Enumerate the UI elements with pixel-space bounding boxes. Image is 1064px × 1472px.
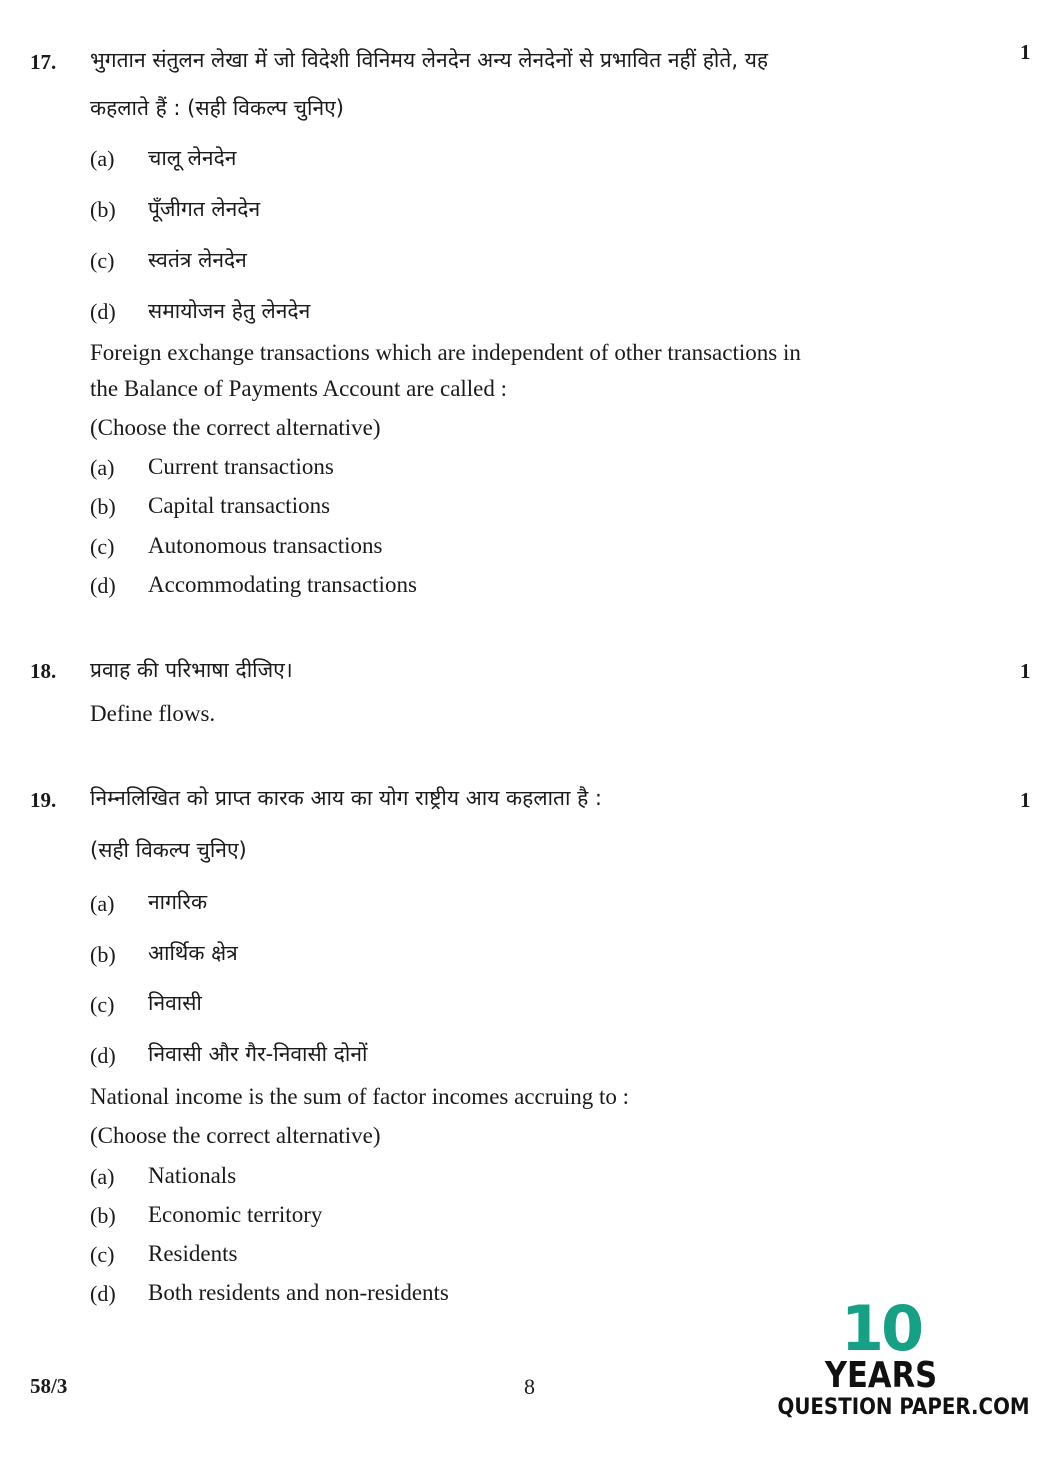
option-text: Accommodating transactions	[148, 572, 417, 597]
option-label: (d)	[90, 1043, 116, 1068]
option-text: निवासी और गैर-निवासी दोनों	[148, 1042, 368, 1066]
option-label: (b)	[90, 494, 116, 519]
option-label: (b)	[90, 197, 116, 222]
marks: 1	[1020, 659, 1031, 683]
option-text: चालू लेनदेन	[148, 146, 237, 170]
question-text-english: the Balance of Payments Account are called :	[90, 376, 508, 401]
question-text-english: National income is the sum of factor incomes accruing to :	[90, 1084, 630, 1109]
option-label: (b)	[90, 942, 116, 967]
question-number: 18.	[30, 659, 57, 683]
logo-site: QUESTION PAPER.COM	[777, 1395, 1030, 1420]
option-text: पूँजीगत लेनदेन	[148, 197, 261, 221]
option-text: आर्थिक क्षेत्र	[148, 941, 238, 965]
option-label: (c)	[90, 1242, 115, 1267]
option-text: Residents	[148, 1241, 238, 1266]
option-text: Economic territory	[148, 1202, 323, 1227]
option-label: (d)	[90, 1281, 116, 1306]
option-label: (a)	[90, 455, 115, 480]
option-text: नागरिक	[148, 890, 208, 914]
option-text: स्वतंत्र लेनदेन	[148, 248, 247, 272]
logo-word: YEARS	[824, 1355, 938, 1396]
site-logo	[766, 1292, 1030, 1422]
option-text: Current transactions	[148, 454, 334, 479]
option-text: समायोजन हेतु लेनदेन	[148, 299, 311, 323]
logo-number: 10	[840, 1292, 922, 1365]
question-number: 19.	[30, 788, 57, 812]
question-number: 17.	[30, 50, 57, 74]
instruction-text: (Choose the correct alternative)	[90, 415, 381, 440]
option-text: निवासी	[148, 991, 202, 1015]
option-label: (a)	[90, 146, 115, 171]
option-label: (c)	[90, 992, 115, 1017]
page-number: 8	[524, 1374, 535, 1399]
question-text-hindi: प्रवाह की परिभाषा दीजिए।	[90, 658, 293, 682]
paper-code: 58/3	[30, 1374, 68, 1398]
option-label: (c)	[90, 534, 115, 559]
option-label: (d)	[90, 299, 116, 324]
option-text: Autonomous transactions	[148, 533, 383, 558]
option-text: Capital transactions	[148, 493, 331, 518]
marks: 1	[1020, 40, 1031, 64]
question-text-english: Define flows.	[90, 701, 216, 726]
option-text: Nationals	[148, 1163, 237, 1188]
question-text-hindi: कहलाते हैं : (सही विकल्प चुनिए)	[90, 96, 344, 120]
option-label: (c)	[90, 248, 115, 273]
question-text-english: Foreign exchange transactions which are independent of other transactions in	[90, 340, 801, 365]
question-text-hindi: भुगतान संतुलन लेखा में जो विदेशी विनिमय लेनदेन अन्य लेनदेनों से प्रभावित नहीं होते, यह	[90, 48, 769, 72]
option-label: (a)	[90, 891, 115, 916]
option-label: (b)	[90, 1203, 116, 1228]
instruction-text: (Choose the correct alternative)	[90, 1123, 381, 1148]
instruction-text-hindi: (सही विकल्प चुनिए)	[90, 838, 247, 862]
option-text: Both residents and non-residents	[148, 1280, 449, 1305]
option-label: (a)	[90, 1164, 115, 1189]
option-label: (d)	[90, 573, 116, 598]
question-text-hindi: निम्नलिखित को प्राप्त कारक आय का योग राष्ट्रीय आय कहलाता है :	[90, 786, 602, 810]
marks: 1	[1020, 788, 1031, 812]
